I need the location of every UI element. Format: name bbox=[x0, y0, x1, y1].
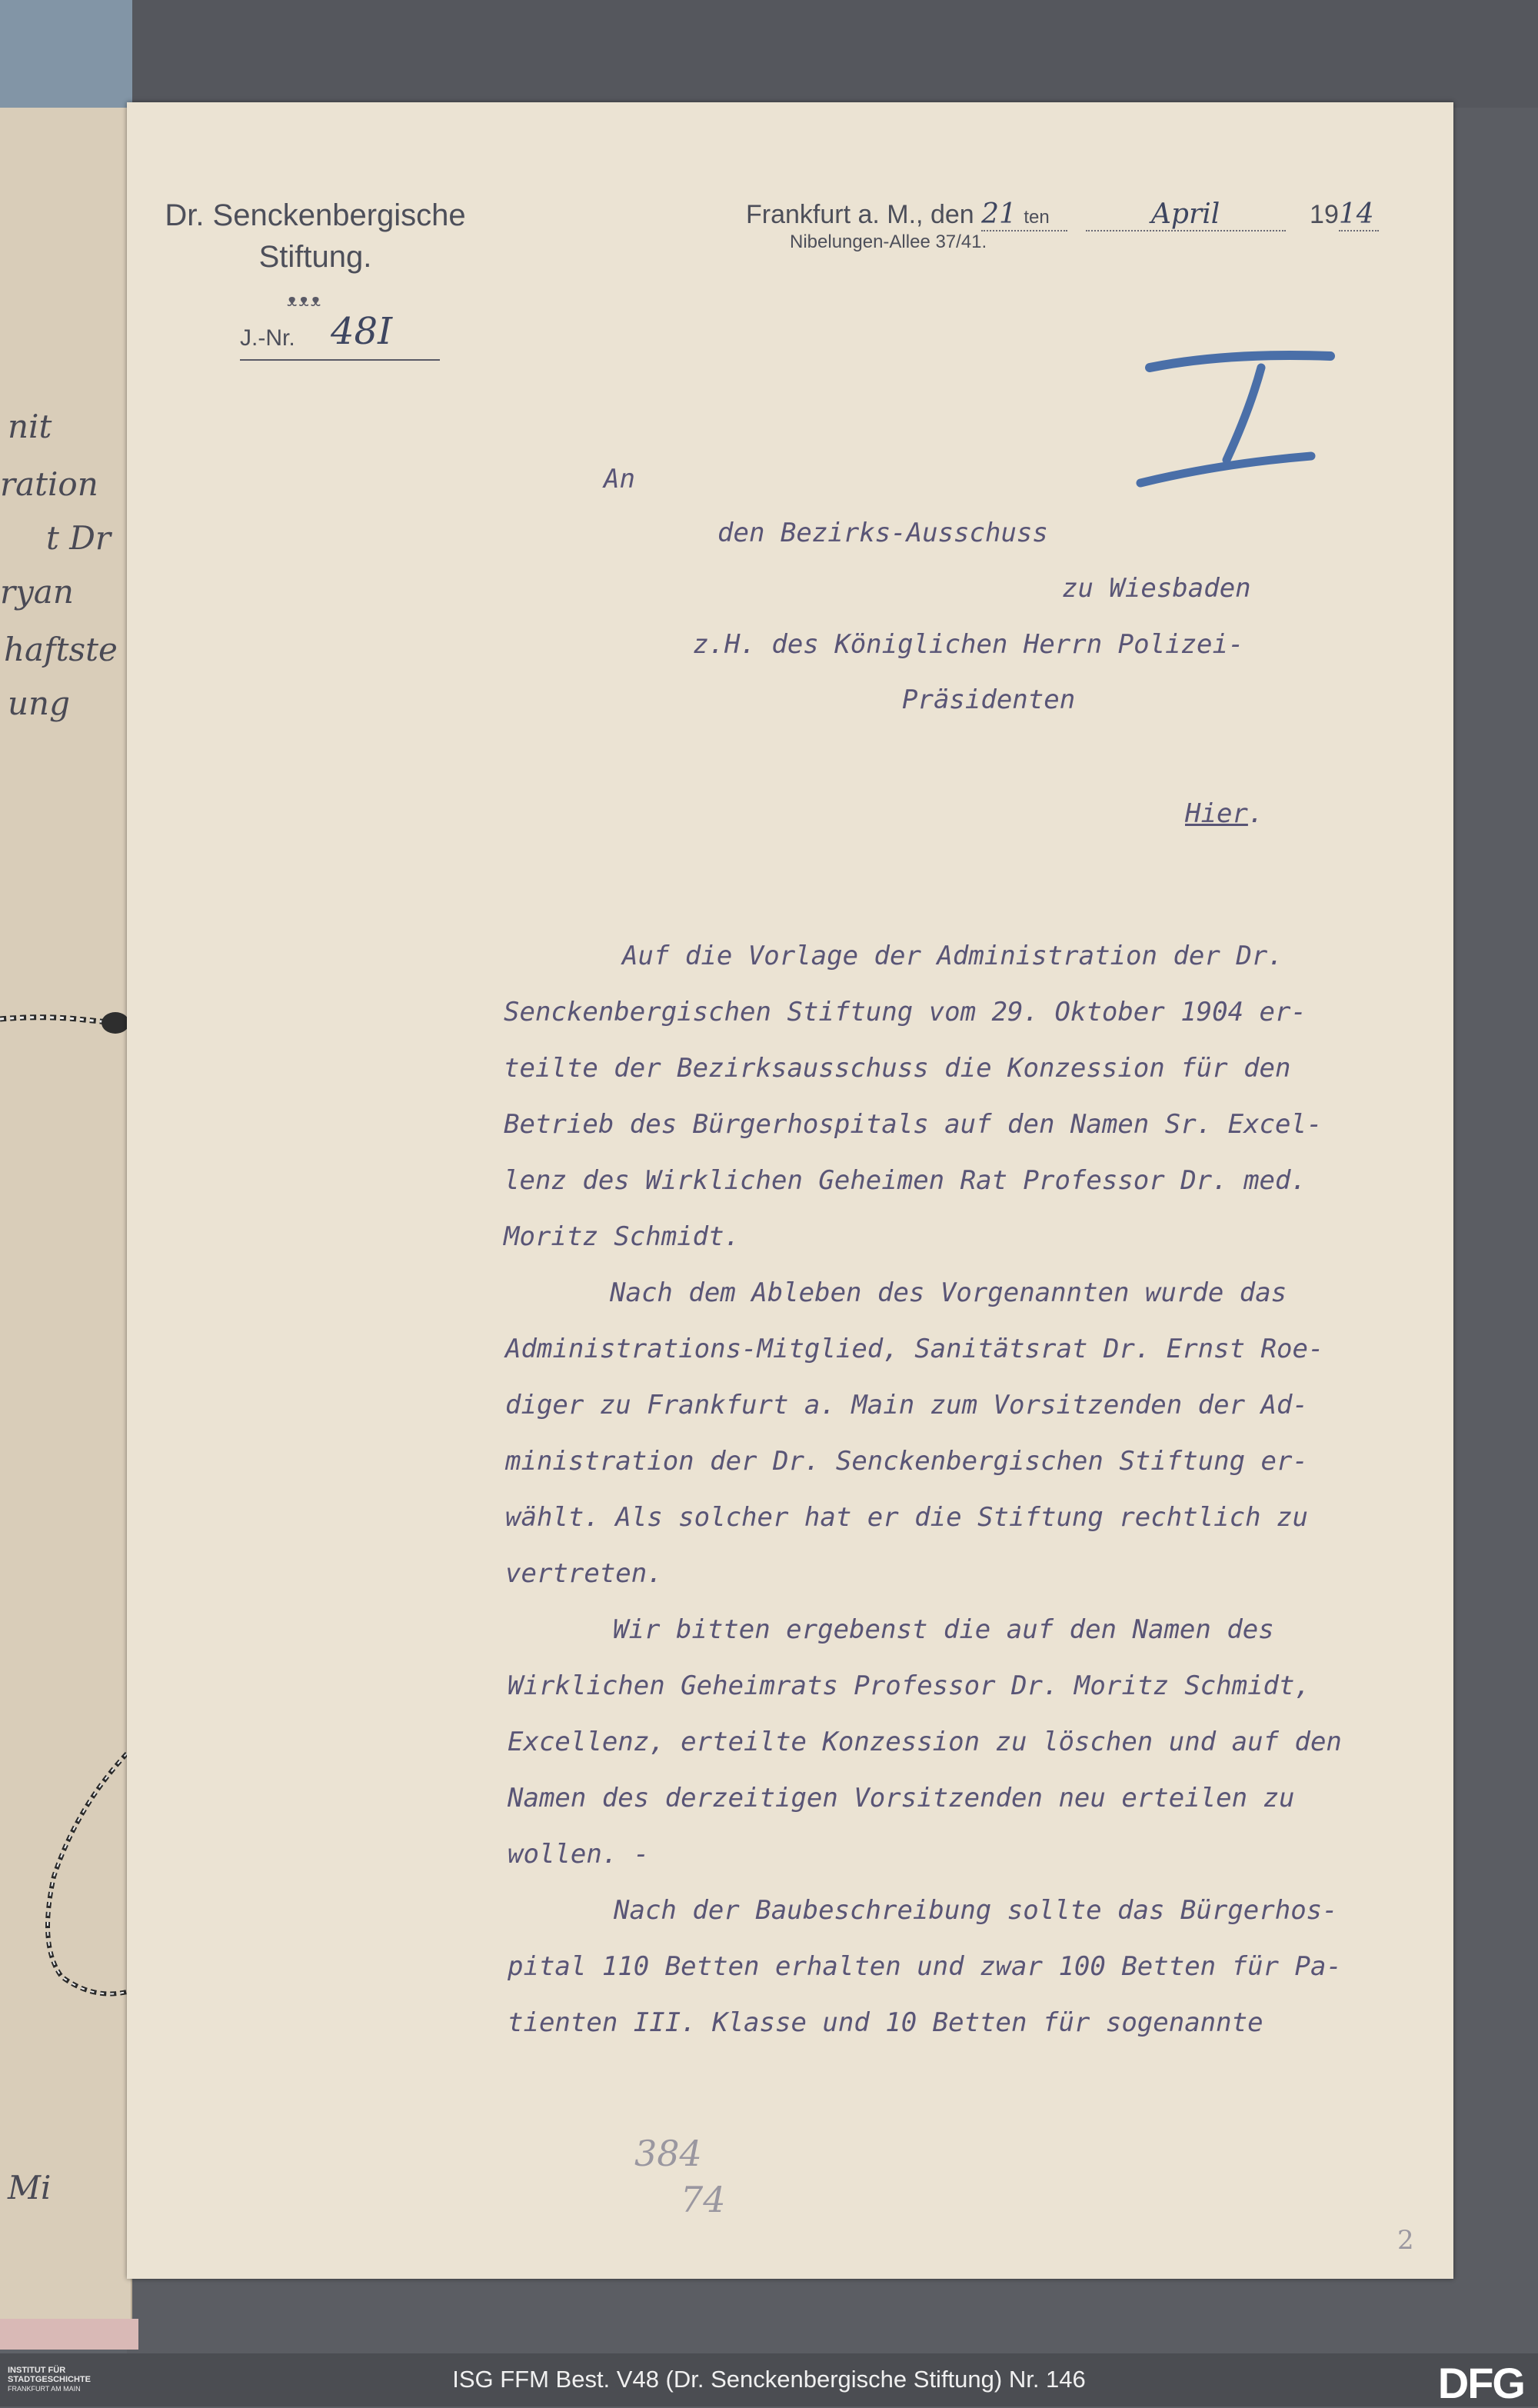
body-line: Nach der Baubeschreibung sollte das Bürgerhos- bbox=[614, 1895, 1338, 1926]
body-line: wollen. - bbox=[508, 1839, 650, 1870]
handwriting-fragment: ung bbox=[8, 684, 70, 722]
body-line: Moritz Schmidt. bbox=[504, 1221, 741, 1252]
place-label: Frankfurt a. M., den bbox=[746, 200, 974, 229]
date-month: April bbox=[1150, 198, 1220, 230]
archive-footer-bar bbox=[0, 2353, 1538, 2406]
recipient-line: z.H. des Königlichen Herrn Polizei- bbox=[693, 629, 1244, 660]
body-line: teilte der Bezirksausschuss die Konzession für den bbox=[504, 1053, 1291, 1084]
blue-cover-corner bbox=[0, 0, 132, 115]
journal-number-value: 48I bbox=[331, 310, 393, 353]
journal-number bbox=[240, 310, 440, 361]
handwriting-fragment: haftste bbox=[4, 631, 118, 668]
handwriting-fragment: t Dr bbox=[46, 519, 111, 557]
letter-page bbox=[127, 102, 1453, 2279]
ribbon-strip bbox=[0, 2319, 138, 2350]
ornament: ᴥᴥᴥ bbox=[287, 291, 323, 311]
body-line: tienten III. Klasse und 10 Betten für sogenannte bbox=[508, 2007, 1263, 2038]
body-line: Wirklichen Geheimrats Professor Dr. Moritz Schmidt, bbox=[508, 1670, 1310, 1701]
body-line: Administrations-Mitglied, Sanitätsrat Dr. Ernst Roe- bbox=[505, 1334, 1324, 1364]
salutation-an: An bbox=[604, 464, 635, 495]
organization-name-line2: Stiftung. bbox=[258, 240, 372, 274]
sender-address: Nibelungen-Allee 37/41. bbox=[790, 231, 987, 252]
institute-logo: INSTITUT FÜR STADTGESCHICHTE FRANKFURT AM MAIN bbox=[8, 2366, 91, 2393]
page-number: 2 bbox=[1397, 2225, 1414, 2256]
pencil-note: 74 bbox=[681, 2179, 726, 2220]
handwriting-fragment: ryan bbox=[0, 573, 74, 611]
journal-number-label: J.-Nr. bbox=[240, 325, 295, 351]
body-line: Nach dem Ableben des Vorgenannten wurde das bbox=[610, 1277, 1287, 1308]
dfg-logo: DFG bbox=[1437, 2359, 1524, 2407]
body-line: vertreten. bbox=[505, 1558, 663, 1589]
stamp-mark-text: I bbox=[1134, 325, 1135, 326]
recipient-line: den Bezirks-Ausschuss bbox=[717, 518, 1048, 548]
body-line: lenz des Wirklichen Geheimen Rat Professor Dr. med. bbox=[504, 1165, 1307, 1196]
letterhead bbox=[150, 195, 481, 278]
body-line: diger zu Frankfurt a. Main zum Vorsitzenden der Ad- bbox=[505, 1390, 1308, 1420]
body-line: Auf die Vorlage der Administration der Dr. bbox=[622, 941, 1283, 971]
date-day-suffix: ten bbox=[1024, 207, 1050, 228]
archive-caption: ISG FFM Best. V48 (Dr. Senckenbergische Stiftung) Nr. 146 bbox=[452, 2366, 1086, 2393]
body-line: wählt. Als solcher hat er die Stiftung rechtlich zu bbox=[505, 1502, 1308, 1533]
body-line: Betrieb des Bürgerhospitals auf den Namen Sr. Excel- bbox=[504, 1109, 1323, 1140]
organization-name: Dr. Senckenbergische bbox=[165, 198, 466, 232]
recipient-line: Präsidenten bbox=[902, 684, 1076, 715]
body-line: ministration der Dr. Senckenbergischen Stiftung er- bbox=[505, 1446, 1308, 1477]
handwriting-fragment: Mi bbox=[8, 2169, 52, 2207]
date-year-suffix: 14 bbox=[1338, 198, 1374, 230]
date-year-prefix: 19 bbox=[1310, 200, 1339, 229]
binding-cord-bottom bbox=[31, 1746, 138, 2007]
body-line: Namen des derzeitigen Vorsitzenden neu erteilen zu bbox=[508, 1783, 1295, 1813]
body-line: Excellenz, erteilte Konzession zu löschen und auf den bbox=[508, 1727, 1342, 1757]
background-top bbox=[0, 0, 1538, 108]
body-line: pital 110 Betten erhalten und zwar 100 Betten für Pa- bbox=[508, 1951, 1342, 1982]
body-line: Wir bitten ergebenst die auf den Namen des bbox=[613, 1614, 1274, 1645]
handwriting-fragment: nit bbox=[8, 408, 52, 445]
dateline bbox=[746, 198, 1379, 231]
recipient-city: Hier. bbox=[1185, 798, 1264, 829]
pencil-note: 384 bbox=[634, 2133, 702, 2174]
body-line: Senckenbergischen Stiftung vom 29. Oktober 1904 er- bbox=[504, 997, 1307, 1027]
blue-crayon-mark bbox=[1134, 325, 1365, 510]
date-day: 21 bbox=[981, 198, 1017, 230]
handwriting-fragment: ration bbox=[0, 465, 98, 503]
recipient-line: zu Wiesbaden bbox=[1062, 573, 1251, 604]
